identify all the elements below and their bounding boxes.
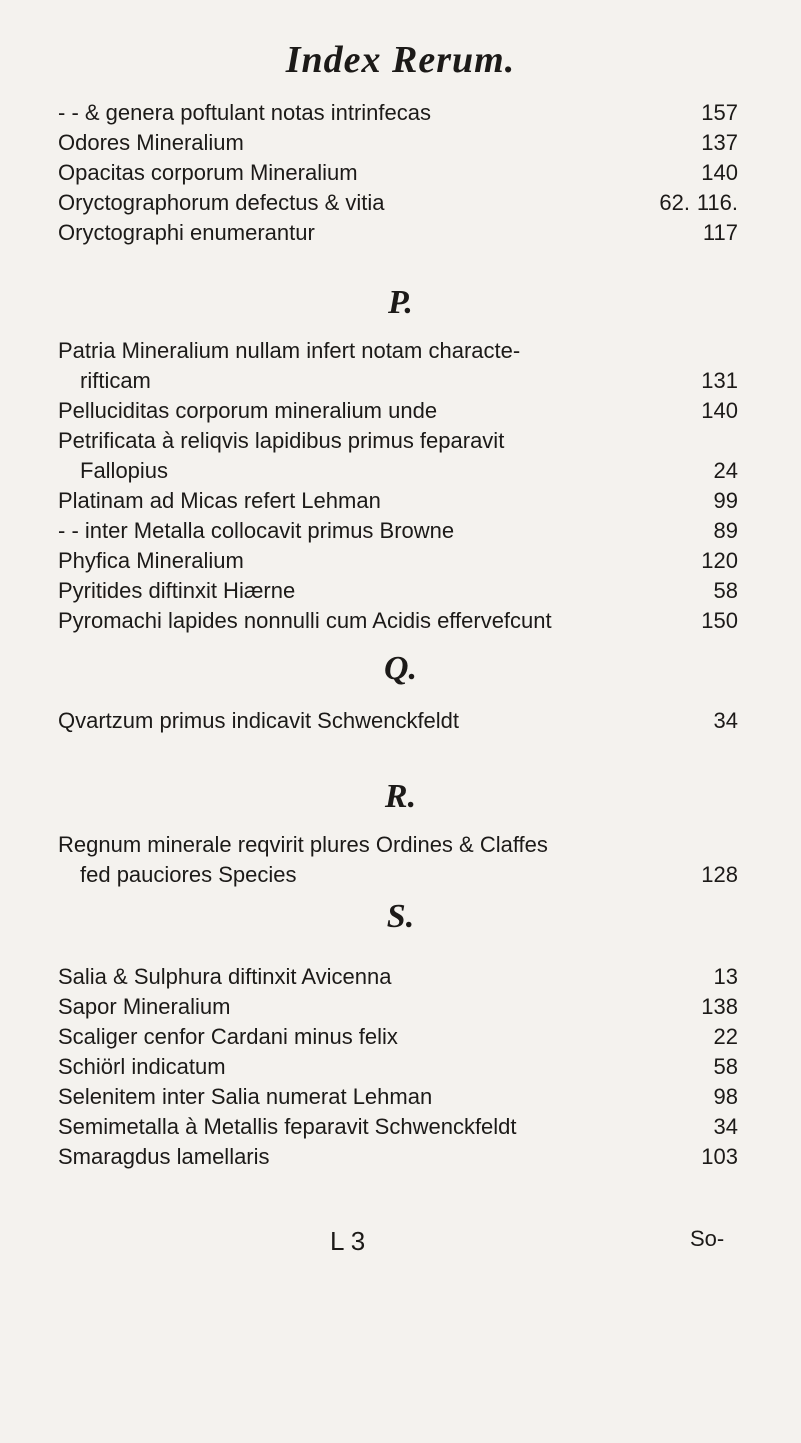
- entry-page-number: 138: [701, 994, 738, 1019]
- entry-text: Oryctographorum defectus & vitia: [58, 190, 385, 215]
- entry-page-number: 22: [713, 1024, 738, 1049]
- entry-text: Pyromachi lapides nonnulli cum Acidis effervefcunt: [58, 608, 552, 633]
- entry-page-number: 98: [713, 1084, 738, 1109]
- section-letter: P.: [388, 284, 413, 321]
- catchword: So-: [690, 1226, 725, 1251]
- entry-page-number: 89: [713, 518, 738, 543]
- entry-page-number: 34: [713, 708, 738, 733]
- entry-page-number: 131: [701, 368, 738, 393]
- entry-text: Platinam ad Micas refert Lehman: [58, 488, 381, 513]
- entry-text: Schiörl indicatum: [58, 1054, 226, 1079]
- entry-text: rifticam: [80, 368, 151, 393]
- entry-page-number: 120: [701, 548, 738, 573]
- entry-text: Selenitem inter Salia numerat Lehman: [58, 1084, 433, 1109]
- entry-page-number: 137: [701, 130, 738, 155]
- entry-text: Patria Mineralium nullam infert notam characte-: [58, 338, 521, 363]
- entry-text: Regnum minerale reqvirit plures Ordines & Claffes: [58, 832, 548, 857]
- entry-text: Fallopius: [80, 458, 169, 483]
- entry-page-number: 116.: [696, 190, 738, 215]
- entry-page-number: 24: [713, 458, 738, 483]
- entry-page-number: 157: [701, 100, 738, 125]
- entry-text: - - & genera poftulant notas intrinfecas: [58, 100, 431, 125]
- section-letter: R.: [384, 778, 417, 815]
- entry-text: Semimetalla à Metallis feparavit Schwenckfeldt: [58, 1114, 517, 1139]
- entry-extra-page: 62.: [659, 190, 690, 215]
- entry-page-number: 99: [713, 488, 738, 513]
- entry-text: Odores Mineralium: [58, 130, 244, 155]
- entry-text: Pelluciditas corporum mineralium unde: [58, 398, 438, 423]
- section-letter: Q.: [383, 650, 418, 687]
- entry-text: Qvartzum primus indicavit Schwenckfeldt: [58, 708, 460, 733]
- entry-text: Phyfica Mineralium: [58, 548, 244, 573]
- entry-page-number: 150: [701, 608, 738, 633]
- entry-page-number: 117: [702, 220, 738, 245]
- entry-text: Salia & Sulphura diftinxit Avicenna: [58, 964, 392, 989]
- entry-page-number: 128: [701, 862, 738, 887]
- entry-page-number: 13: [713, 964, 738, 989]
- entry-text: Opacitas corporum Mineralium: [58, 160, 358, 185]
- entry-text: Pyritides diftinxit Hiærne: [58, 578, 296, 603]
- entry-page-number: 103: [701, 1144, 738, 1169]
- entry-text: Smaragdus lamellaris: [58, 1144, 270, 1169]
- entry-page-number: 34: [713, 1114, 738, 1139]
- page-header: Index Rerum.: [285, 39, 516, 81]
- entry-text: Oryctographi enumerantur: [58, 220, 315, 245]
- entry-text: Petrificata à reliqvis lapidibus primus feparavit: [58, 428, 505, 453]
- entry-text: Sapor Mineralium: [58, 994, 231, 1019]
- entry-text: - - inter Metalla collocavit primus Browne: [58, 518, 455, 543]
- entry-page-number: 140: [701, 398, 738, 423]
- entry-page-number: 140: [701, 160, 738, 185]
- section-letter: S.: [386, 898, 415, 935]
- entry-page-number: 58: [713, 1054, 738, 1079]
- entry-text: fed pauciores Species: [80, 862, 297, 887]
- entry-text: Scaliger cenfor Cardani minus felix: [58, 1024, 398, 1049]
- signature-mark: L 3: [330, 1226, 366, 1256]
- entry-page-number: 58: [713, 578, 738, 603]
